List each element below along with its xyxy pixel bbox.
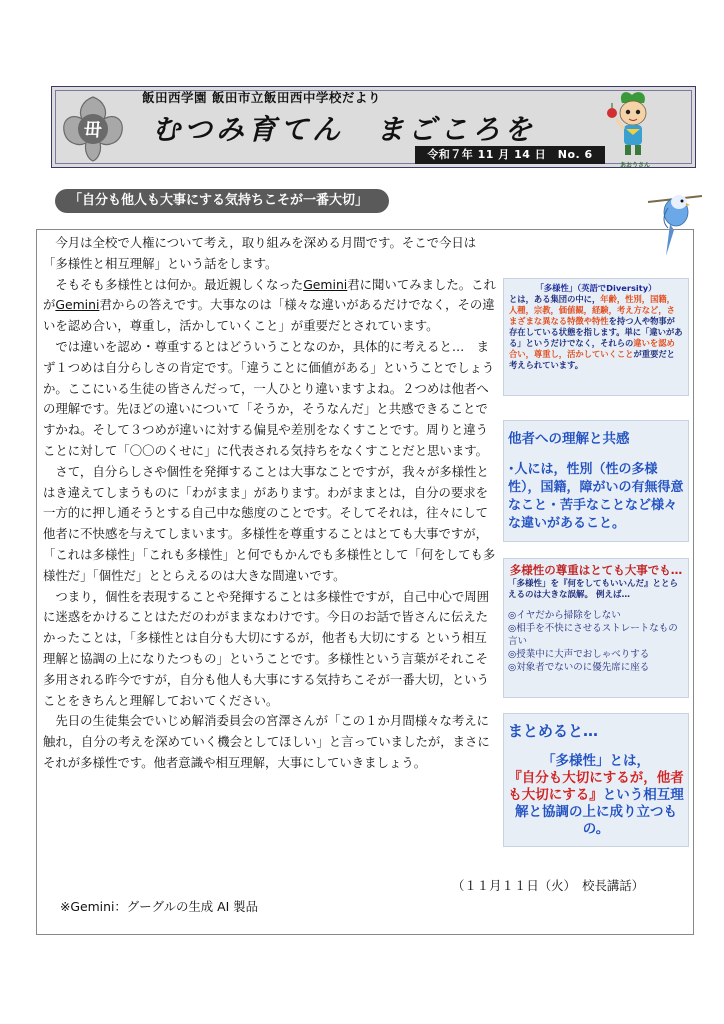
speech-paragraph: 先日の生徒集会でいじめ解消委員会の宮澤さんが「この１か月間様々な考えに触れ，自分の考えを深めていく機会としてほしい」と言っていましたが，まさにそれが多様性です。他者意識や相互理解，大事にしていきましょう。 — [43, 713, 490, 770]
list-item: ◎対象者でないのに優先席に座る — [508, 662, 650, 673]
respect-examples — [508, 609, 684, 674]
understanding-box — [503, 420, 689, 542]
speech-attribution: （１１月１１日（火） 校長講話） — [452, 878, 645, 893]
mascot-icon — [604, 89, 662, 161]
understanding-title: 他者への理解と共感 — [508, 431, 630, 447]
theme-banner: 「自分も他人も大事にする気持ちこそが一番大切」 — [55, 189, 389, 213]
gemini-mention: Gemini — [55, 297, 100, 313]
mascot-caption: あおうさん — [620, 162, 651, 169]
understanding-body: ･人には，性別（性の多様性），国籍，障がいの有無得意なこと・苦手なことなど様々な違いがあること。 — [508, 462, 684, 531]
speech-paragraph: 今月は全校で人権について考え，取り組みを深める月間です。そこで今日は「多様性と相互理解」という話をします。 — [43, 235, 477, 271]
diversity-definition-box — [503, 278, 689, 396]
school-crest-icon — [58, 93, 128, 163]
definition-title: 「多様性」（英語でDiversity） — [535, 283, 657, 293]
respect-intro: 「多様性」を『何をしてもいいんだ』ととらえるのは大きな誤解。 例えば… — [508, 579, 679, 600]
speech-paragraph: さて，自分らしさや個性を発揮することは大事なことですが，我々が多様性とはき違えてしまうものに「わがまま」があります。わがままとは，自分の要求を一方的に押し通そうとする自己中な態度のことです。そしてそれは，往々にして他者に不快感を与えてしまいます。多様性を尊重することはとても大事ですが，「これは多様性」「これも多様性」と何でもかんでも多様性として「何をしても多様性だ」「個性だ」ととらえるのは大きな間違いです。 — [43, 463, 496, 583]
summary-title: まとめると… — [508, 722, 599, 740]
respect-box — [503, 558, 689, 698]
crest-character: 毌 — [84, 120, 102, 141]
summary-body: 「多様性」とは， 『自分も大切にするが，他者も大切にする』という相互理解と協調の上に成り立つもの。 — [508, 753, 684, 837]
list-item: ◎相手を不快にさせるストレートなもの言い — [508, 623, 678, 647]
respect-title: 多様性の尊重はとても大事でも… — [509, 563, 683, 577]
newsletter-title: むつみ育てん まごころを — [152, 113, 537, 146]
issue-date: 令和７年 11 月 14 日 No. 6 — [415, 146, 605, 164]
gemini-mention: Gemini — [303, 276, 348, 292]
principal-speech — [43, 233, 499, 774]
school-name: 飯田西学園 飯田市立飯田西中学校だより — [142, 90, 381, 105]
list-item: ◎授業中に大声でおしゃべりする — [508, 649, 650, 660]
speech-paragraph: つまり，個性を表現することや発揮することは多様性ですが，自己中心で周囲に迷惑をかけることはただのわがままなわけです。今日のお話で皆さんに伝えたかったことは，「多様性とは自分も大切にするが，他者も大切にする という相互理解と協調の上になりたつもの」ということです。多様性という言葉がそれこそ多用される昨今ですが，自分も他人も大事にする気持ちこそが一番大切，ということをきちんと理解しておいてください。 — [43, 588, 490, 708]
speech-paragraph: では違いを認め・尊重するとはどういうことなのか，具体的に考えると… まず１つめは自分らしさの肯定です。「違うことに価値がある」ということでしょうか。ここにいる生徒の皆さんだって，一人ひとり違いますよね。２つめは他者への理解です。先ほどの違いについて「そうか，そうなんだ」と共感できることですかね。そして３つめが違いに対する偏見や差別をなくすことです。周りと違うことに対して「〇〇のくせに」に代表される気持ちをなくすことだと思います。 — [43, 338, 495, 458]
list-item: ◎イヤだから掃除をしない — [508, 610, 621, 621]
summary-box — [503, 713, 689, 847]
footnote: ※Gemini：グーグルの生成 AI 製品 — [60, 899, 258, 914]
definition-body: とは，ある集団の中に，年齢，性別，国籍，人種，宗教，価値観，経験，考え方など，さまざまな異なる特徴や特性を持つ人や物事が存在している状態を指します。単に「違いがある」というだけでなく，それらの違いを認め合い，尊重し，活かしていくことが重要だと考えられています。 — [509, 294, 683, 370]
speech-paragraph: そもそも多様性とは何か。最近親しくなったGemini君に聞いてみました。これがGemini君からの答えです。大事なのは「様々な違いがあるだけでなく，その違いを認め合い，尊重し，活かしていくこと」が重要だとされています。 — [43, 276, 496, 334]
